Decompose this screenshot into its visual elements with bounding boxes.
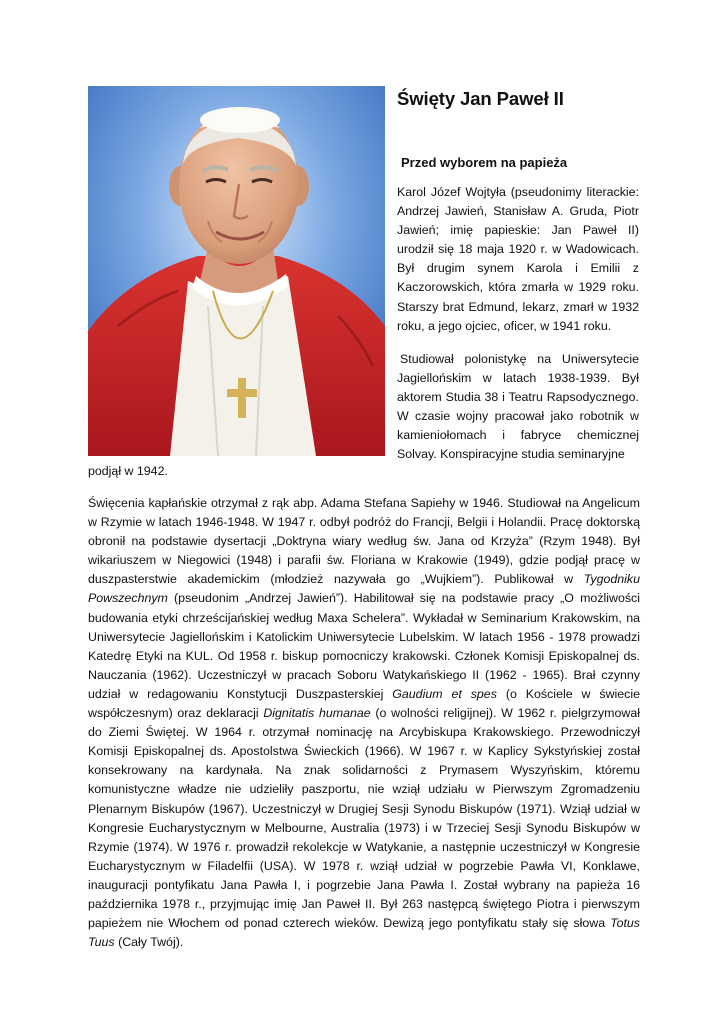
text-run: Święcenia kapłańskie otrzymał z rąk abp. Adama Stefana Sapiehy w 1946. Studiował na Angelicum w Rzymie w latach 1946-1948. W 1947 r. odbył podróż do Francji, Belgii i Holandii. Pracę doktorską obronił na podstawie dysertacji „Doktryna wiary według św. Jana od Krzyża” (Rzym 1948). Był wikariuszem w Niegowici (1948) i parafii św. Floriana w Krakowie (1949), gdzie podjął pracę w duszpasterstwie akademickim (młodzież nazywała go „Wujkiem”). Publikował w	[88, 496, 640, 587]
page-title: Święty Jan Paweł II	[397, 88, 564, 109]
pope-portrait-image	[88, 86, 385, 456]
text-run: (Cały Twój).	[114, 935, 184, 950]
italic-document-title: Gaudium et spes	[392, 686, 497, 701]
italic-document-title: Dignitatis humanae	[263, 706, 371, 721]
paragraph-text: Karol Józef Wojtyła (pseudonimy literackie: Andrzej Jawień, Stanisław A. Gruda, Piotr Jawień; imię papieskie: Jan Paweł II) urodził się 18 maja 1920 r. w Wadowicach. Był drugim synem Karola i Emilii z Kaczorowskich, która zmarła w 1929 roku. Starszy brat Edmund, lekarz, zmarł w 1932 roku, a jego ojciec, oficer, w 1941 roku.	[397, 185, 639, 333]
text-run: (o wolności religijnej). W 1962 r. pielgrzymował do Ziemi Świętej. W 1964 r. otrzymał nominację na Arcybiskupa Krakowskiego. Przewodniczył Komisji Episkopalnej ds. Apostolstwa Świeckich (1966). W 1967 r. w Kaplicy Sykstyńskiej został konsekrowany na kardynała. Na znak solidarności z Prymasem Wyszyńskim, któremu komunistyczne władze nie udzieliły paszportu, nie wziął udziału w Pierwszym Zgromadzeniu Plenarnym Biskupów (1967). Uczestniczył w Drugiej Sesji Synodu Biskupów (1971). Wziął udział w Kongresie Eucharystycznym w Melbourne, Australia (1973) i w Trzeciej Sesji Synodu Biskupów w Rzymie (1974). W 1976 r. prowadził rekolekcje w Watykanie, a następnie uczestniczył w Kongresie Eucharystycznym w Filadelfii (USA). W 1978 r. wziął udział w pogrzebie Pawła VI, Konklawe, inauguracji pontyfikatu Jana Pawła I, i pogrzebie Jana Pawła I. Został wybrany na papieża 16 października 1978 r., przyjmując imię Jan Paweł II. Był 263 następcą świętego Piotra i pierwszym papieżem nie Włochem od ponad czterech wieków. Dewizą jego pontyfikatu stały się słowa	[88, 706, 640, 931]
paragraph-early-life	[397, 183, 639, 336]
italic-publication-title: Tygodniku Powszechnym	[88, 572, 640, 606]
paragraph-studies	[397, 350, 639, 465]
paragraph-text: Studiował polonistykę na Uniwersytecie Jagiellońskim w latach 1938-1939. Był aktorem Studia 38 i Teatru Rapsodycznego. W czasie wojny pracował jako robotnik w kamieniołomach i fabryce chemicznej Solvay. Konspiracyjne studia seminaryjne	[397, 352, 639, 462]
text-run: (o Kościele w świecie współczesnym) oraz deklaracji	[88, 686, 641, 721]
section-heading: Przed wyborem na papieża	[401, 155, 568, 170]
text-run: (pseudonim „Andrzej Jawień”). Habilitował się na podstawie pracy „O możliwości budowania etyki chrześcijańskiej według Maxa Schelera”. Wykładał w Seminarium Krakowskim, na Uniwersytecie Jagiellońskim i Katolickim Uniwersytecie Lubelskim. W latach 1956 - 1978 prowadzi Katedrę Etyki na KUL. Od 1958 r. biskup pomocniczy krakowski. Członek Komisji Episkopalnej ds. Nauczania (1962). Uczestniczył w pracach Soboru Watykańskiego II (1962 - 1965). Brał czynny udział w redagowaniu Konstytucji Duszpasterskiej	[88, 591, 640, 701]
paragraph-career	[88, 494, 640, 952]
paragraph-studies-tail: podjął w 1942.	[88, 464, 168, 478]
italic-motto: Totus Tuus	[88, 916, 640, 950]
